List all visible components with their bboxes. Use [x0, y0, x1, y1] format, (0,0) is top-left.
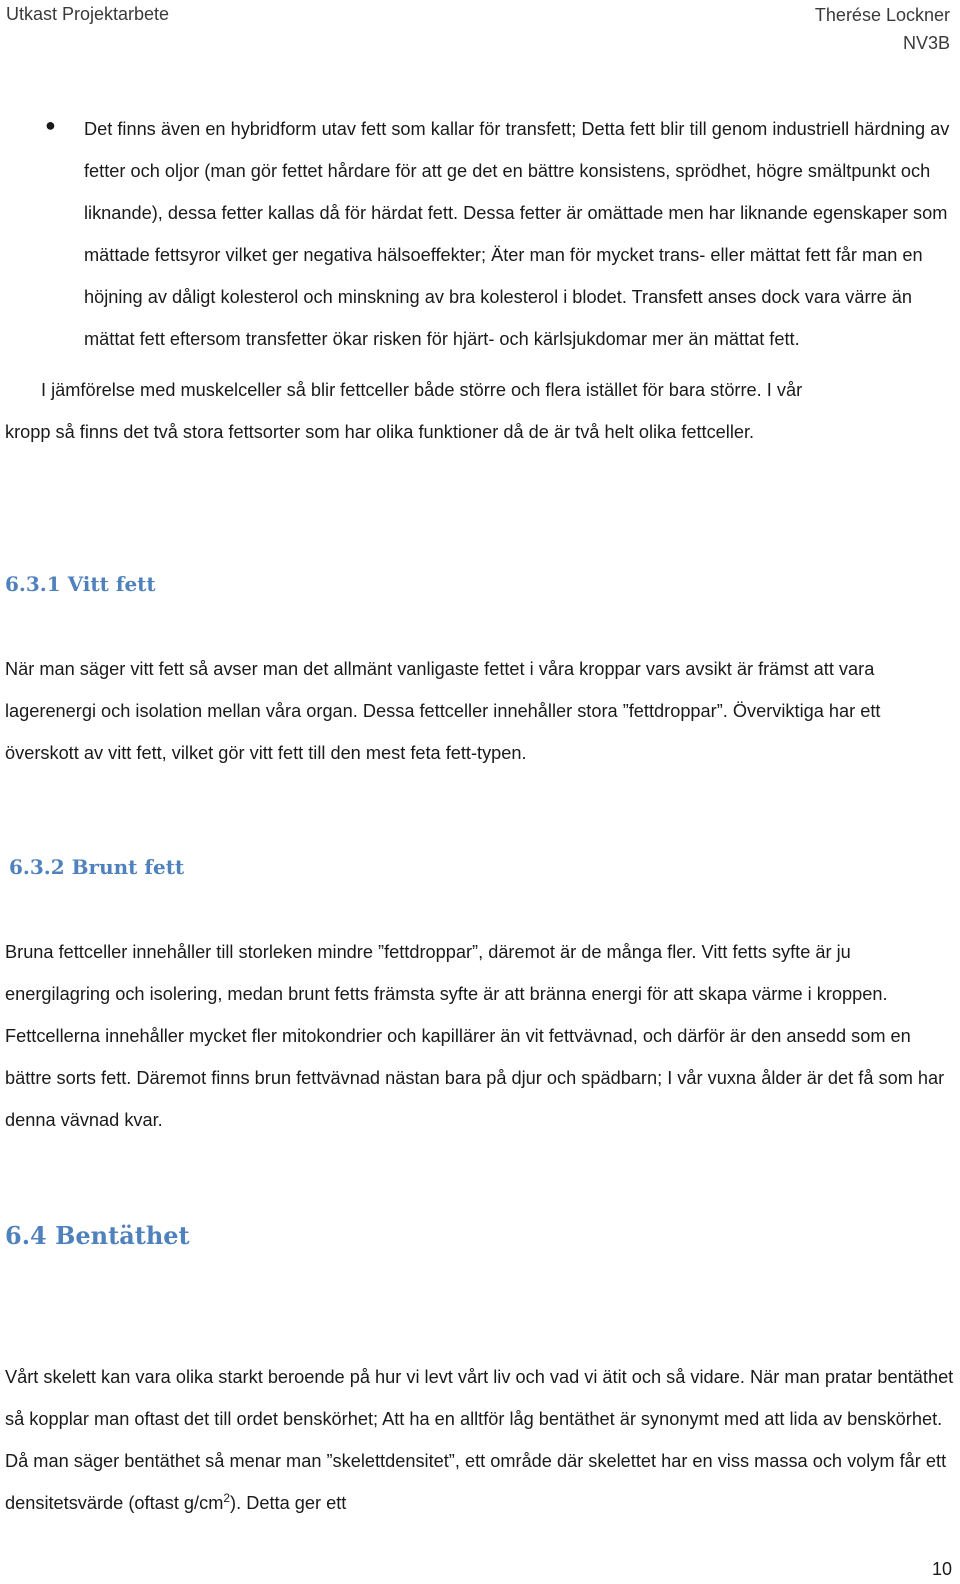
header-left-title: Utkast Projektarbete [6, 4, 170, 24]
bentathet-tail: ). Detta ger ett [230, 1493, 347, 1513]
page-number: 10 [931, 1559, 952, 1579]
bentathet-text: Vårt skelett kan vara olika starkt beroende på hur vi levt vårt liv och vad vi ätit och så vidare. När man pratar bentäthet så kopplar man oftast det till ordet benskörhet; Att ha en alltför låg bentäthet är synonymt med att lida av benskörhet. Då man säger bentäthet så menar man ”skelettdensitet”, ett område där skelettet har en viss massa och volym får ett densitetsvärde (oftast g/cm [5, 1367, 954, 1513]
comparison-line-1: I jämförelse med muskelceller så blir fettceller både större och flera istället för bara större. I vår [41, 380, 803, 400]
paragraph-bentathet [5, 1356, 955, 1524]
heading-bentathet: 6.4 Bentäthet [5, 1221, 190, 1250]
paragraph-brunt-fett: Bruna fettceller innehåller till storleken mindre ”fettdroppar”, däremot är de många fler. Vitt fetts syfte är ju energilagring och isolering, medan brunt fetts främsta syfte är att bränna energi för att skapa värme i kroppen. Fettcellerna innehåller mycket fler mitokondrier och kapillärer än vit fettvävnad, och därför är den ansedd som en bättre sorts fett. Däremot finns brun fettvävnad nästan bara på djur och spädbarn; I vår vuxna ålder är det få som har denna vävnad kvar. [5, 942, 945, 1130]
bullet-paragraph: Det finns även en hybridform utav fett som kallar för transfett; Detta fett blir till genom industriell härdning av fetter och oljor (man gör fettet hårdare för att ge det en bättre konsistens, sprödhet, högre smältpunkt och liknande), dessa fetter kallas då för härdat fett. Dessa fetter är omättade men har liknande egenskaper som mättade fettsyror vilket ger negativa hälsoeffekter; Äter man för mycket trans- eller mättat fett får man en höjning av dåligt kolesterol och minskning av bra kolesterol i blodet. Transfett anses dock vara värre än mättat fett eftersom transfetter ökar risken för hjärt- och kärlsjukdomar mer än mättat fett. [84, 119, 950, 349]
header-right [815, 1, 950, 57]
comparison-line-2: kropp så finns det två stora fettsorter som har olika funktioner då de är två helt olika fettceller. [5, 422, 755, 442]
heading-brunt-fett: 6.3.2 Brunt fett [9, 855, 185, 879]
paragraph-vitt-fett: När man säger vitt fett så avser man det allmänt vanligaste fettet i våra kroppar vars avsikt är främst att vara lagerenergi och isolation mellan våra organ. Dessa fettceller innehåller stora ”fettdroppar”. Överviktiga har ett överskott av vitt fett, vilket gör vitt fett till den mest feta fett-typen. [5, 659, 881, 763]
heading-vitt-fett: 6.3.1 Vitt fett [5, 572, 156, 596]
header-class: NV3B [902, 33, 950, 53]
header-author: Therése Lockner [814, 5, 950, 25]
bullet-dot-icon: ● [45, 115, 56, 135]
superscript-2: 2 [223, 1490, 231, 1505]
